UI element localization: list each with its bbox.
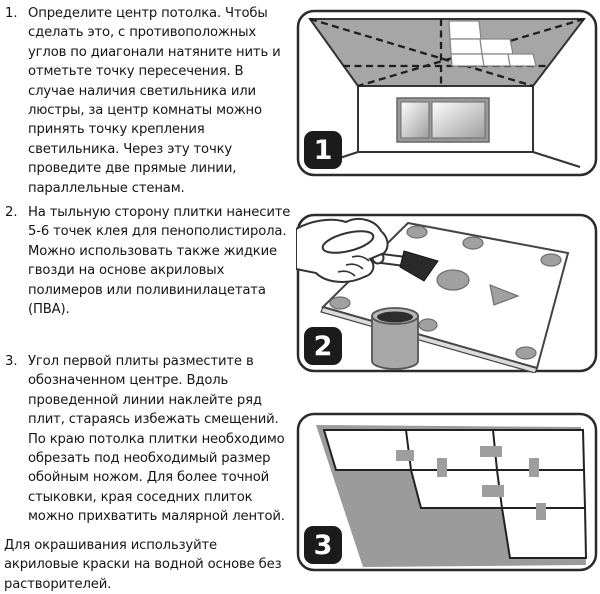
- step-3-badge: 3: [304, 526, 342, 564]
- glue-dot-center: [437, 270, 469, 290]
- tile-row-top: [324, 430, 584, 470]
- illustration-2-glue-application: [296, 213, 598, 373]
- illustration-1-ceiling-center: [296, 9, 598, 177]
- glue-can: [372, 308, 418, 369]
- window: [397, 98, 489, 142]
- step-1-text: Определите центр потолка. Чтобы сделать это, с противоположных углов по диагонали натяните нить и отметьте точку пересечения. В случае наличия светильника или люстры, за центр комнаты можно принять точку крепления светильника. Через эту точку проведите две прямые линии, параллельные стенам.: [28, 6, 281, 196]
- step-2-text: На тыльную сторону плитки нанесите 5-6 точек клея для пенополистирола. Можно использовать также жидкие гвозди на основе акриловых полимеров или поливинилацетата (ПВА).: [28, 205, 291, 318]
- step-2-number: 2.: [5, 205, 18, 220]
- step-3-number: 3.: [5, 354, 18, 369]
- illustration-3-tile-laying: [296, 412, 598, 572]
- step-1-number: 1.: [5, 6, 18, 21]
- step-3-text: Угол первой плиты разместите в обозначенном центре. Вдоль проведенной линии наклейте ряд плит, стараясь избежать смещений. По краю потолка плитки необходимо обрезать под необходимый размер обойным ножом. Для более точной стыковки, края соседних плиток можно прихватить малярной лентой.: [28, 354, 285, 525]
- footer-note: Для окрашивания используйте акриловые краски на водной основе без растворителей.: [4, 538, 282, 592]
- step-2-badge: 2: [304, 327, 342, 365]
- step-1-badge: 1: [304, 131, 342, 169]
